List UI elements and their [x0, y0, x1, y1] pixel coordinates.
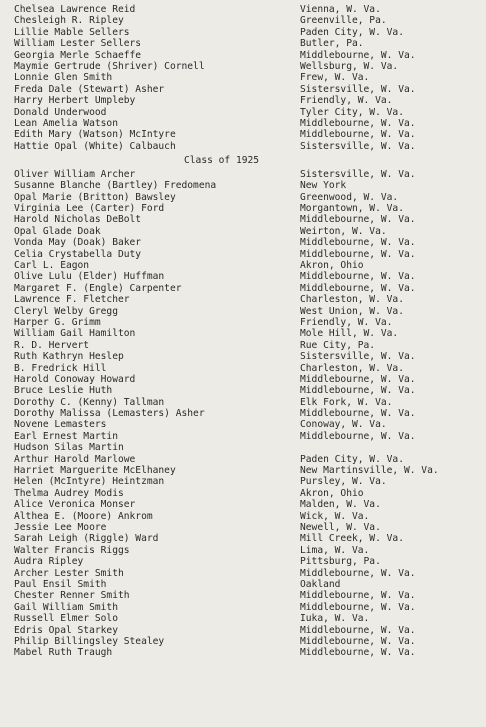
alumni-name: B. Fredrick Hill — [14, 362, 107, 374]
alumni-row — [14, 328, 480, 339]
alumni-name: R. D. Hervert — [14, 339, 90, 351]
alumni-residence: Tyler City, W. Va. — [300, 106, 404, 118]
alumni-residence: Greenwood, W. Va. — [300, 191, 399, 203]
alumni-residence: Friendly, W. Va. — [300, 95, 393, 107]
alumni-name: Paul Ensil Smith — [14, 578, 107, 590]
alumni-residence: Paden City, W. Va. — [300, 26, 404, 38]
alumni-name: Dorothy C. (Kenny) Tallman — [14, 396, 165, 408]
alumni-residence: Akron, Ohio — [300, 260, 364, 271]
alumni-residence: Mole Hill, W. Va. — [300, 328, 399, 340]
alumni-residence: Vienna, W. Va. — [300, 4, 381, 15]
alumni-residence: Charleston, W. Va. — [300, 294, 404, 306]
alumni-name: Earl Ernest Martin — [14, 430, 118, 442]
alumni-name: Margaret F. (Engle) Carpenter — [14, 282, 182, 294]
alumni-row — [14, 476, 480, 487]
alumni-row — [14, 306, 480, 317]
alumni-residence: Middlebourne, W. Va. — [300, 214, 416, 226]
alumni-name: Harriet Marguerite McElhaney — [14, 465, 176, 477]
alumni-residence: Elk Fork, W. Va. — [300, 396, 393, 408]
alumni-residence: Middlebourne, W. Va. — [300, 590, 416, 602]
alumni-residence: Frew, W. Va. — [300, 72, 370, 84]
alumni-residence: Paden City, W. Va. — [300, 453, 404, 465]
alumni-row — [14, 84, 480, 95]
alumni-row — [14, 363, 480, 374]
alumni-name: Oliver William Archer — [14, 168, 136, 180]
alumni-row — [14, 545, 480, 556]
alumni-residence: West Union, W. Va. — [300, 305, 404, 317]
alumni-row — [14, 613, 480, 624]
alumni-name: Virginia Lee (Carter) Ford — [14, 203, 165, 215]
alumni-name: Harold Nicholas DeBolt — [14, 214, 142, 226]
alumni-row — [14, 192, 480, 203]
alumni-residence: Newell, W. Va. — [300, 521, 381, 533]
alumni-name: Opal Marie (Britton) Bawsley — [14, 191, 176, 203]
alumni-name: Susanne Blanche (Bartley) Fredomena — [14, 180, 217, 192]
alumni-row — [14, 397, 480, 408]
alumni-name: Audra Ripley — [14, 556, 84, 568]
alumni-row — [14, 72, 480, 83]
alumni-row — [14, 294, 480, 305]
alumni-row — [14, 4, 480, 15]
alumni-residence: Middlebourne, W. Va. — [300, 282, 416, 294]
alumni-row — [14, 214, 480, 225]
alumni-row — [14, 454, 480, 465]
alumni-row — [14, 249, 480, 260]
alumni-name: Opal Glade Doak — [14, 225, 101, 237]
alumni-row — [14, 442, 480, 453]
alumni-residence: Middlebourne, W. Va. — [300, 601, 416, 613]
alumni-residence: Friendly, W. Va. — [300, 316, 393, 328]
alumni-name: Vonda May (Doak) Baker — [14, 237, 142, 249]
alumni-residence: Middlebourne, W. Va. — [300, 567, 416, 579]
alumni-residence: Sistersville, W. Va. — [300, 351, 416, 363]
alumni-residence: Middlebourne, W. Va. — [300, 237, 416, 249]
alumni-row — [14, 129, 480, 140]
alumni-residence: Middlebourne, W. Va. — [300, 271, 416, 283]
alumni-row — [14, 533, 480, 544]
alumni-name: Edith Mary (Watson) McIntyre — [14, 129, 176, 141]
alumni-name: Gail William Smith — [14, 601, 118, 613]
alumni-name: Celia Crystabella Duty — [14, 248, 142, 260]
alumni-row — [14, 180, 480, 191]
alumni-residence: Greenville, Pa. — [300, 15, 387, 27]
alumni-residence: Middlebourne, W. Va. — [300, 248, 416, 260]
alumni-residence: Sistersville, W. Va. — [300, 140, 416, 152]
alumni-row — [14, 203, 480, 214]
alumni-row — [14, 351, 480, 362]
alumni-name: Arthur Harold Marlowe — [14, 453, 136, 465]
alumni-row — [14, 118, 480, 129]
alumni-residence: Middlebourne, W. Va. — [300, 373, 416, 385]
alumni-residence: Sistersville, W. Va. — [300, 168, 416, 180]
alumni-name: Georgia Merle Schaeffe — [14, 49, 142, 61]
alumni-name: Ruth Kathryn Heslep — [14, 351, 124, 363]
alumni-row — [14, 419, 480, 430]
alumni-residence: Wellsburg, W. Va. — [300, 60, 399, 72]
alumni-name: Archer Lester Smith — [14, 567, 124, 579]
alumni-row — [14, 38, 480, 49]
alumni-row — [14, 317, 480, 328]
alumni-name: Harry Herbert Umpleby — [14, 95, 136, 107]
alumni-residence: Middlebourne, W. Va. — [300, 385, 416, 397]
alumni-residence: Weirton, W. Va. — [300, 225, 387, 237]
alumni-residence: Middlebourne, W. Va. — [300, 408, 416, 420]
alumni-name: Chelsea Lawrence Reid — [14, 4, 136, 15]
alumni-name: Hattie Opal (White) Calbauch — [14, 140, 176, 152]
alumni-residence: Butler, Pa. — [300, 38, 364, 50]
alumni-row — [14, 499, 480, 510]
alumni-name: Lawrence F. Fletcher — [14, 294, 130, 306]
alumni-name: Jessie Lee Moore — [14, 521, 107, 533]
alumni-row — [14, 488, 480, 499]
alumni-name: Harold Conoway Howard — [14, 373, 136, 385]
alumni-name: Freda Dale (Stewart) Asher — [14, 83, 165, 95]
alumni-row — [14, 169, 480, 180]
alumni-residence — [300, 442, 480, 453]
alumni-row — [14, 431, 480, 442]
alumni-residence: Middlebourne, W. Va. — [300, 129, 416, 141]
alumni-row — [14, 636, 480, 647]
alumni-row — [14, 340, 480, 351]
alumni-residence: Lima, W. Va. — [300, 544, 370, 556]
alumni-name: Olive Lulu (Elder) Huffman — [14, 271, 165, 283]
alumni-name: Hudson Silas Martin — [14, 442, 124, 454]
alumni-name: Russell Elmer Solo — [14, 613, 118, 625]
alumni-name: Sarah Leigh (Riggle) Ward — [14, 533, 159, 545]
alumni-residence: Middlebourne, W. Va. — [300, 49, 416, 61]
alumni-residence: Middlebourne, W. Va. — [300, 624, 416, 636]
alumni-name: Helen (McIntyre) Heintzman — [14, 476, 165, 488]
alumni-name: Chester Renner Smith — [14, 590, 130, 602]
alumni-row — [14, 556, 480, 567]
alumni-name: Harper G. Grimm — [14, 316, 101, 328]
alumni-row — [14, 590, 480, 601]
alumni-row — [14, 15, 480, 26]
alumni-row — [14, 625, 480, 636]
alumni-residence: Mill Creek, W. Va. — [300, 533, 404, 545]
alumni-name: Chesleigh R. Ripley — [14, 15, 124, 27]
alumni-row — [14, 283, 480, 294]
alumni-name: Alice Veronica Monser — [14, 499, 136, 511]
alumni-residence: Middlebourne, W. Va. — [300, 117, 416, 129]
alumni-residence: Middlebourne, W. Va. — [300, 647, 416, 659]
alumni-name: Edris Opal Starkey — [14, 624, 118, 636]
class-heading: Class of 1925 — [184, 155, 260, 167]
alumni-name: Lean Amelia Watson — [14, 117, 118, 129]
alumni-name: Maymie Gertrude (Shriver) Cornell — [14, 60, 205, 72]
alumni-row — [14, 226, 480, 237]
alumni-residence: Middlebourne, W. Va. — [300, 430, 416, 442]
alumni-residence: Malden, W. Va. — [300, 499, 381, 511]
alumni-name: Lillie Mable Sellers — [14, 26, 130, 38]
alumni-name: Cleryl Welby Gregg — [14, 305, 118, 317]
alumni-row — [14, 522, 480, 533]
alumni-row — [14, 385, 480, 396]
alumni-name: Novene Lemasters — [14, 419, 107, 431]
alumni-name: Carl L. Eagon — [14, 260, 90, 271]
alumni-row — [14, 27, 480, 38]
alumni-residence: New York — [300, 180, 347, 192]
alumni-name: Dorothy Malissa (Lemasters) Asher — [14, 408, 205, 420]
alumni-row — [14, 465, 480, 476]
alumni-residence: Oakland — [300, 578, 341, 590]
alumni-residence: Akron, Ohio — [300, 487, 364, 499]
alumni-row — [14, 141, 480, 152]
alumni-residence: Iuka, W. Va. — [300, 613, 370, 625]
alumni-residence: Charleston, W. Va. — [300, 362, 404, 374]
alumni-row — [14, 374, 480, 385]
alumni-name: Althea E. (Moore) Ankrom — [14, 510, 153, 522]
alumni-residence: Sistersville, W. Va. — [300, 83, 416, 95]
alumni-row — [14, 511, 480, 522]
alumni-name: Lonnie Glen Smith — [14, 72, 113, 84]
alumni-name: Donald Underwood — [14, 106, 107, 118]
alumni-name: Bruce Leslie Huth — [14, 385, 113, 397]
alumni-row — [14, 95, 480, 106]
alumni-row — [14, 408, 480, 419]
alumni-row — [14, 647, 480, 658]
alumni-row — [14, 602, 480, 613]
alumni-name: Mabel Ruth Traugh — [14, 647, 113, 659]
alumni-row — [14, 568, 480, 579]
alumni-residence: Rue City, Pa. — [300, 339, 376, 351]
alumni-row — [14, 107, 480, 118]
alumni-name: William Gail Hamilton — [14, 328, 136, 340]
alumni-row — [14, 271, 480, 282]
alumni-residence: Pursley, W. Va. — [300, 476, 387, 488]
alumni-name: Walter Francis Riggs — [14, 544, 130, 556]
alumni-name: Thelma Audrey Modis — [14, 487, 124, 499]
alumni-list — [14, 4, 480, 659]
alumni-residence: Wick, W. Va. — [300, 510, 370, 522]
alumni-residence: Pittsburg, Pa. — [300, 556, 381, 568]
alumni-residence: Middlebourne, W. Va. — [300, 635, 416, 647]
alumni-name: William Lester Sellers — [14, 38, 142, 50]
alumni-row — [14, 61, 480, 72]
alumni-row — [14, 237, 480, 248]
alumni-residence: Morgantown, W. Va. — [300, 203, 404, 215]
alumni-row — [14, 260, 480, 271]
alumni-name: Philip Billingsley Stealey — [14, 635, 165, 647]
alumni-row — [14, 50, 480, 61]
alumni-residence: Conoway, W. Va. — [300, 419, 387, 431]
alumni-row — [14, 579, 480, 590]
alumni-residence: New Martinsville, W. Va. — [300, 465, 439, 477]
